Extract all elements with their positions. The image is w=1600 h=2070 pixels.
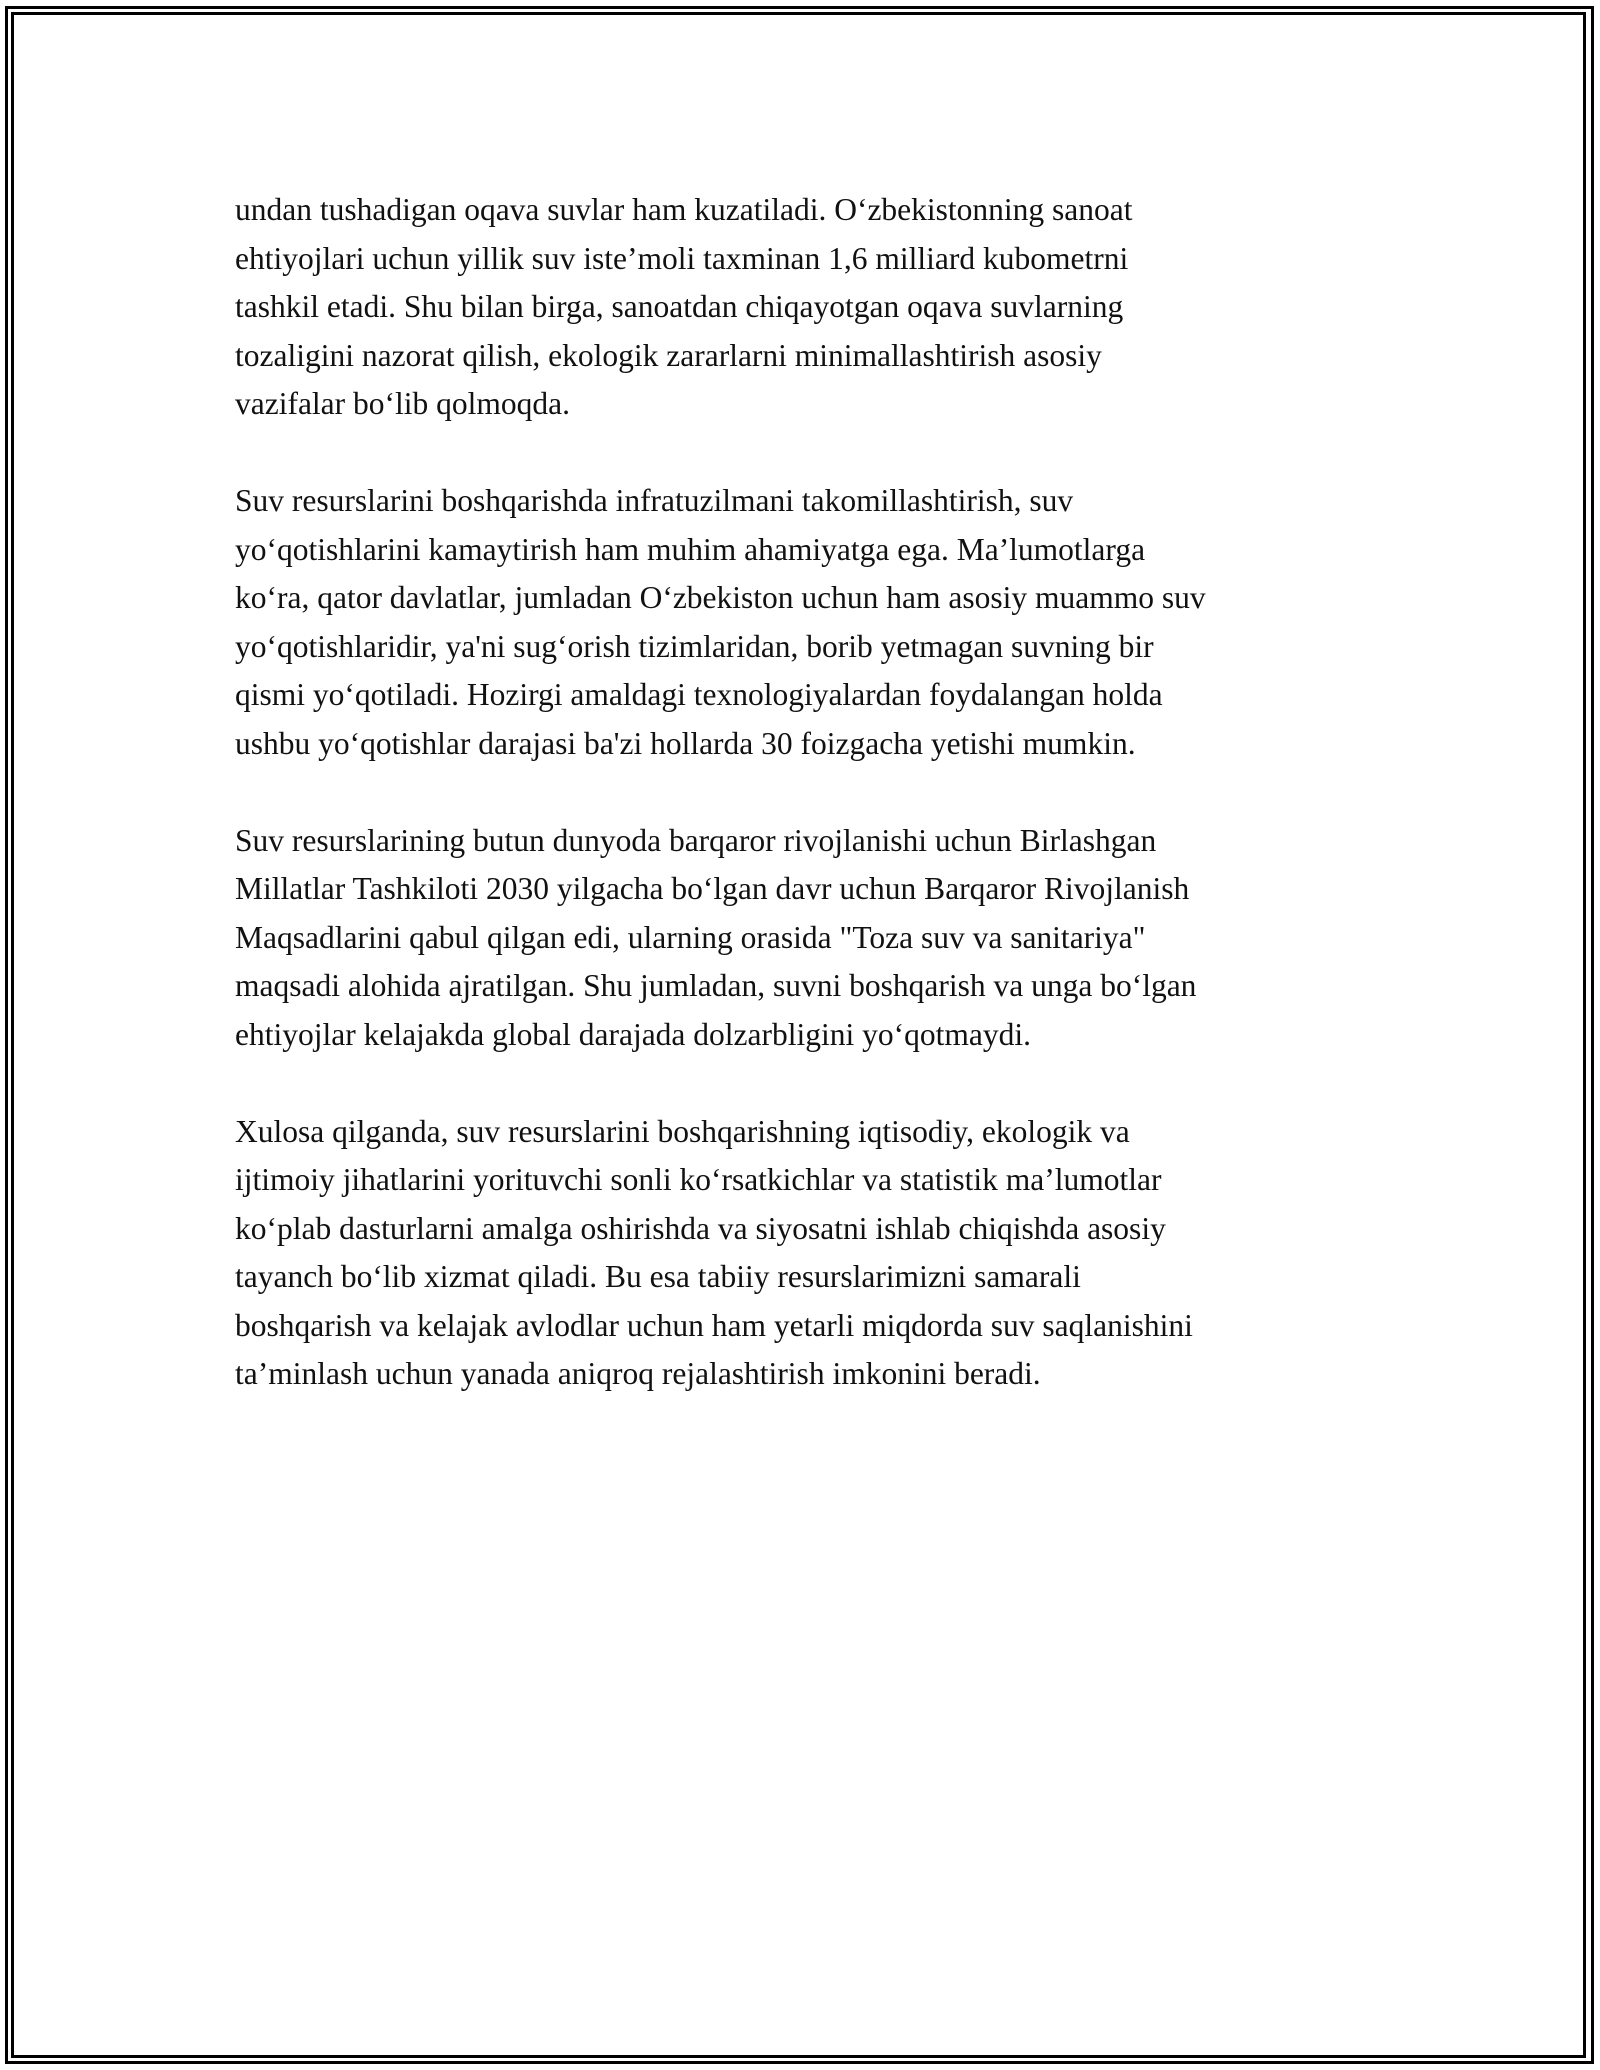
paragraph-sustainable-development (235, 817, 1385, 1060)
document-body (235, 186, 1385, 1447)
text-line: ehtiyojlar kelajakda global darajada dolzarbligini yo‘qotmaydi. (235, 1016, 1031, 1052)
text-line: Suv resurslarini boshqarishda infratuzilmani takomillashtirish, suv (235, 483, 1074, 518)
text-line: ko‘ra, qator davlatlar, jumladan O‘zbekiston uchun ham asosiy muammo suv (235, 580, 1206, 615)
text-line: Xulosa qilganda, suv resurslarini boshqarishning iqtisodiy, ekologik va (235, 1113, 1130, 1149)
text-line: ushbu yo‘qotishlar darajasi ba'zi hollarda 30 foizgacha yetishi mumkin. (235, 725, 1136, 761)
text-line: Maqsadlarini qabul qilgan edi, ularning orasida "Toza suv va sanitariya" (235, 919, 1146, 955)
text-line: undan tushadigan oqava suvlar ham kuzatiladi. O‘zbekistonning sanoat (235, 192, 1133, 227)
text-line: qismi yo‘qotiladi. Hozirgi amaldagi texnologiyalardan foydalangan holda (235, 677, 1163, 712)
text-line: tayanch bo‘lib xizmat qiladi. Bu esa tabiiy resurslarimizni samarali (235, 1259, 1081, 1294)
paragraph-industrial-wastewater (235, 186, 1385, 429)
text-line: tashkil etadi. Shu bilan birga, sanoatdan chiqayotgan oqava suvlarning (235, 289, 1124, 324)
text-line: ko‘plab dasturlarni amalga oshirishda va siyosatni ishlab chiqishda asosiy (235, 1210, 1166, 1246)
text-line: vazifalar bo‘lib qolmoqda. (235, 386, 571, 421)
text-line: yo‘qotishlaridir, ya'ni sug‘orish tizimlaridan, borib yetmagan suvning bir (235, 628, 1154, 664)
text-line: maqsadi alohida ajratilgan. Shu jumladan, suvni boshqarish va unga bo‘lgan (235, 968, 1197, 1003)
text-line: boshqarish va kelajak avlodlar uchun ham yetarli miqdorda suv saqlanishini (235, 1307, 1193, 1343)
text-line: yo‘qotishlarini kamaytirish ham muhim ahamiyatga ega. Ma’lumotlarga (235, 531, 1146, 567)
text-line: ijtimoiy jihatlarini yorituvchi sonli ko‘rsatkichlar va statistik ma’lumotlar (235, 1162, 1162, 1197)
text-line: ehtiyojlari uchun yillik suv iste’moli taxminan 1,6 milliard kubometrni (235, 240, 1129, 276)
text-line: Suv resurslarining butun dunyoda barqaror rivojlanishi uchun Birlashgan (235, 822, 1157, 858)
paragraph-water-losses (235, 477, 1385, 768)
text-line: tozaligini nazorat qilish, ekologik zararlarni minimallashtirish asosiy (235, 337, 1102, 373)
paragraph-conclusion (235, 1108, 1385, 1399)
text-line: Millatlar Tashkiloti 2030 yilgacha bo‘lgan davr uchun Barqaror Rivojlanish (235, 871, 1190, 906)
text-line: ta’minlash uchun yanada aniqroq rejalashtirish imkonini beradi. (235, 1356, 1041, 1391)
